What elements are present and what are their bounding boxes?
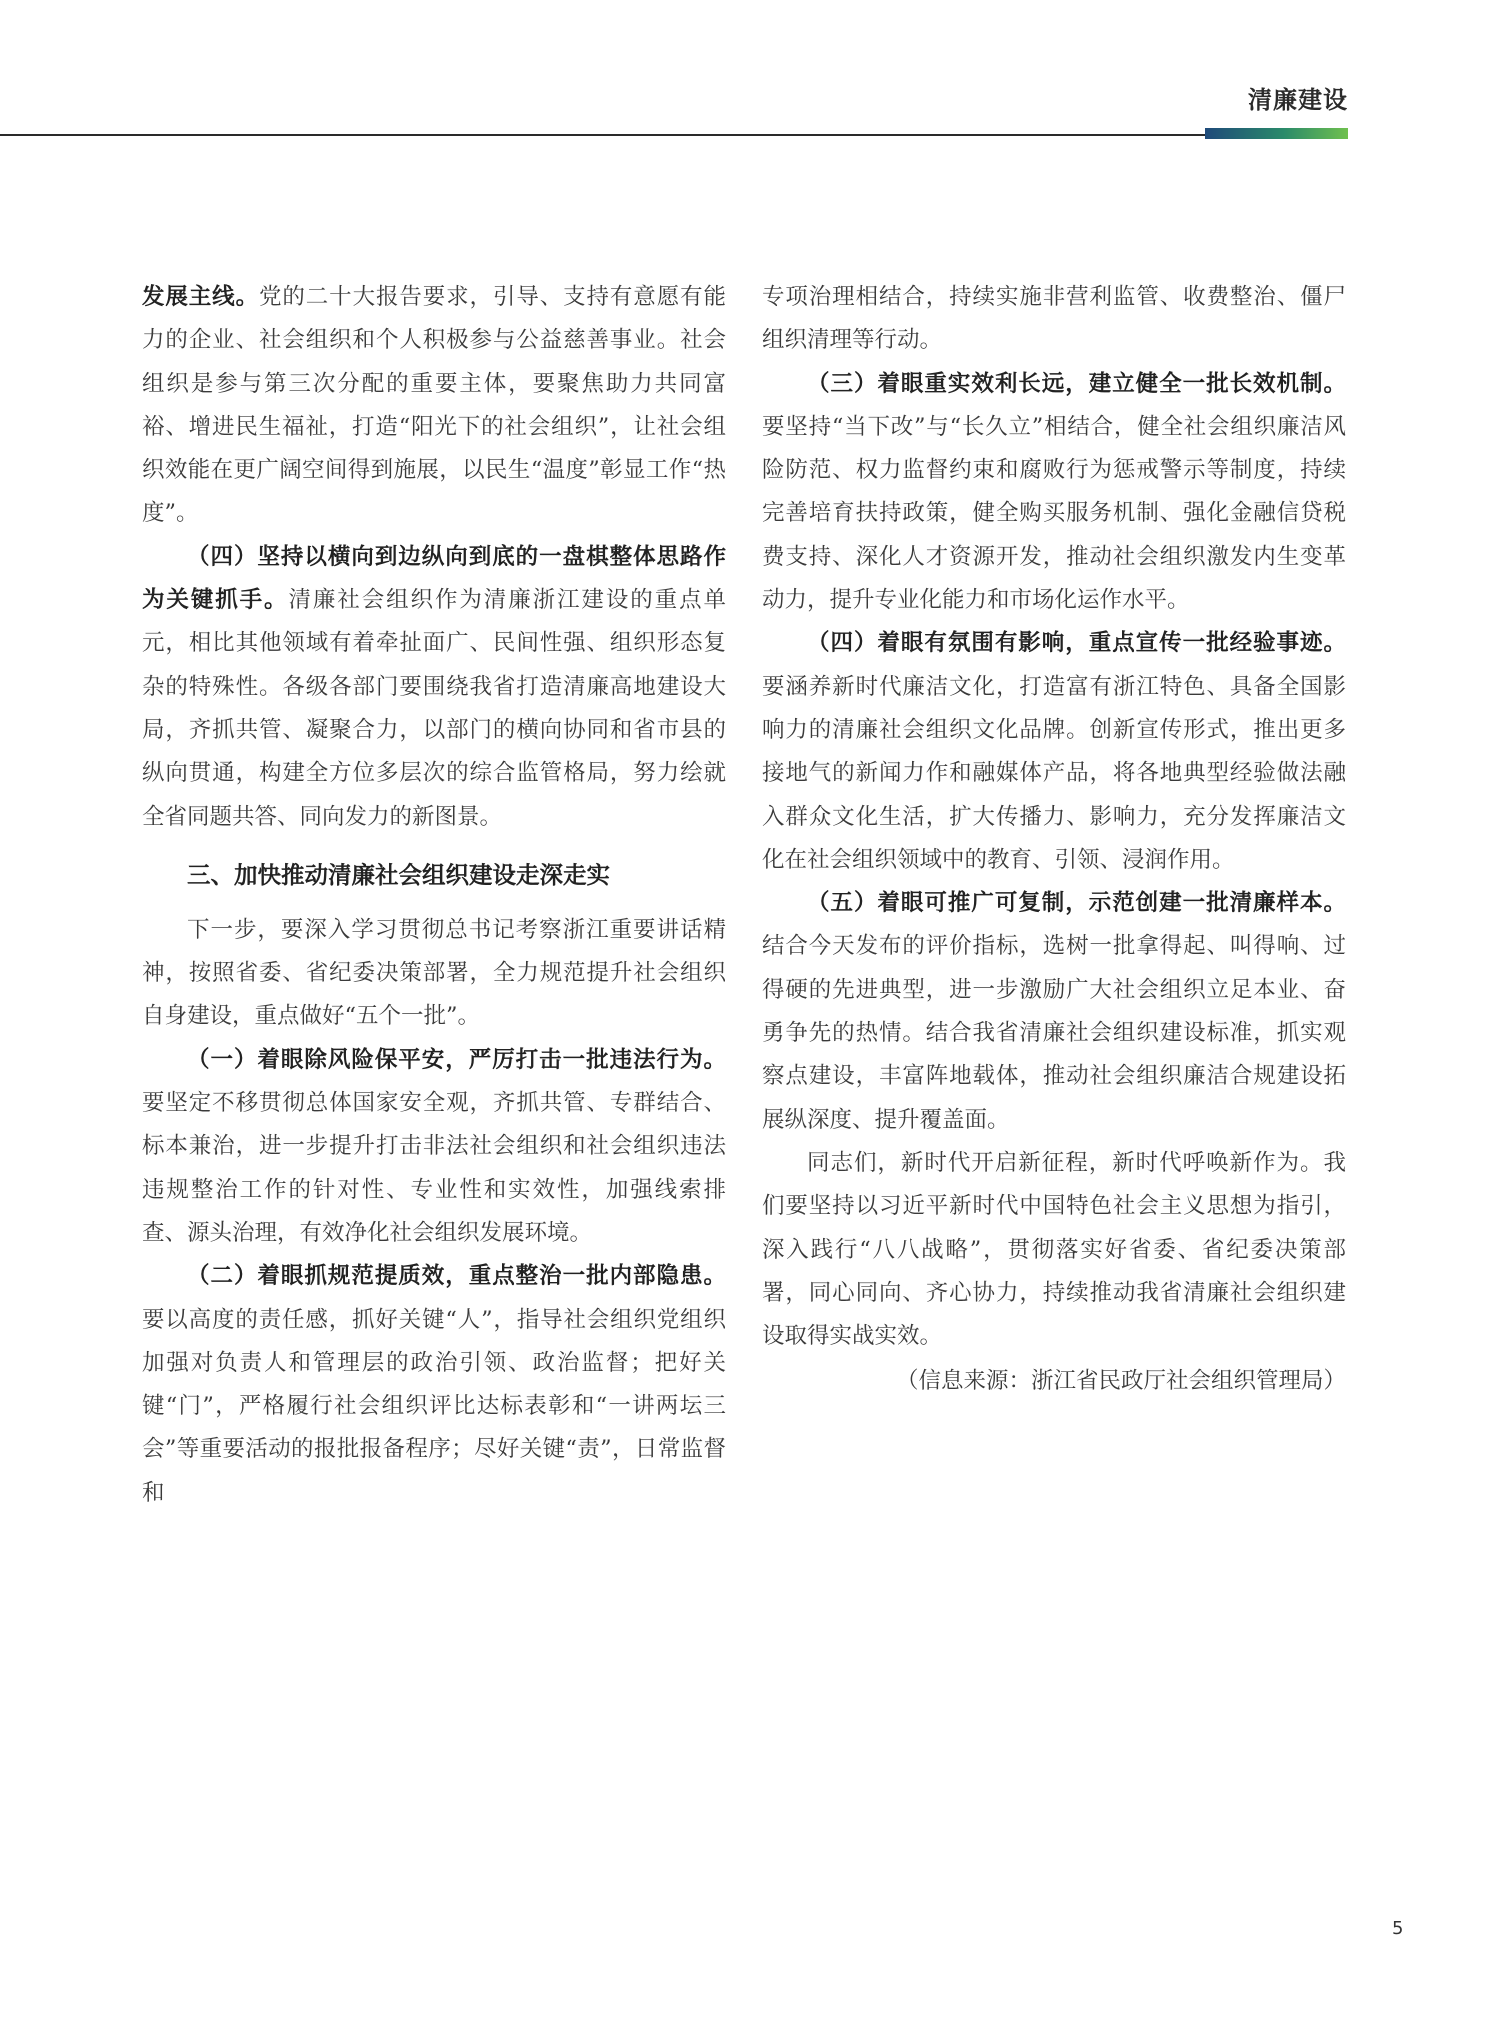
paragraph-lead: （五）着眼可推广可复制，示范创建一批清廉样本。 bbox=[807, 890, 1346, 917]
source-note: （信息来源：浙江省民政厅社会组织管理局） bbox=[895, 1368, 1346, 1395]
section-title: 清廉建设 bbox=[1248, 86, 1348, 114]
paragraph-lead: 发展主线。 bbox=[142, 284, 259, 310]
right-column bbox=[762, 276, 1346, 1404]
paragraph-body: 清廉社会组织作为清廉浙江建设的重点单元，相比其他领域有着牵扯面广、民间性强、组织形态复杂的特殊性。各级各部门要围绕我省打造清廉高地建设大局，齐抓共管、凝聚合力，以部门的横向协同和省市县的纵向贯通，构建全方位多层次的综合监管格局，努力绘就全省同题共答、同向发力的新图景。 bbox=[142, 587, 726, 830]
paragraph bbox=[142, 276, 726, 536]
paragraph bbox=[762, 882, 1346, 1142]
paragraph: 专项治理相结合，持续实施非营利监管、收费整治、僵尸组织清理等行动。 bbox=[762, 284, 1346, 354]
paragraph bbox=[142, 1039, 726, 1255]
paragraph-lead: （三）着眼重实效利长远，建立健全一批长效机制。 bbox=[807, 370, 1346, 397]
paragraph-body: 要坚持“当下改”与“长久立”相结合，健全社会组织廉洁风险防范、权力监督约束和腐败行为惩戒警示等制度，持续完善培育扶持政策，健全购买服务机制、强化金融信贷税费支持、深化人才资源开发，推动社会组织激发内生变革动力，提升专业化能力和市场化运作水平。 bbox=[762, 413, 1346, 614]
paragraph-body: 结合今天发布的评价指标，选树一批拿得起、叫得响、过得硬的先进典型，进一步激励广大社会组织立足本业、奋勇争先的热情。结合我省清廉社会组织建设标准，抓实观察点建设，丰富阵地载体，推动社会组织廉洁合规建设拓展纵深度、提升覆盖面。 bbox=[762, 933, 1346, 1133]
paragraph-body: 要坚定不移贯彻总体国家安全观，齐抓共管、专群结合、标本兼治，进一步提升打击非法社会组织和社会组织违法违规整治工作的针对性、专业性和实效性，加强线索排查、源头治理，有效净化社会组织发展环境。 bbox=[142, 1090, 726, 1246]
page-number: 5 bbox=[1392, 1918, 1404, 1939]
paragraph-lead: （四）着眼有氛围有影响，重点宣传一批经验事迹。 bbox=[807, 630, 1346, 657]
paragraph-body: 党的二十大报告要求，引导、支持有意愿有能力的企业、社会组织和个人积极参与公益慈善事业。社会组织是参与第三次分配的重要主体，要聚焦助力共同富裕、增进民生福祉，打造“阳光下的社会组织”，让社会组织效能在更广阔空间得到施展，以民生“温度”彰显工作“热度”。 bbox=[142, 284, 726, 527]
paragraph-lead: （二）着眼抓规范提质效，重点整治一批内部隐患。 bbox=[187, 1263, 726, 1290]
left-column bbox=[142, 276, 726, 1515]
header-accent-bar bbox=[1205, 128, 1348, 139]
paragraph-body: 要涵养新时代廉洁文化，打造富有浙江特色、具备全国影响力的清廉社会组织文化品牌。创新宣传形式，推出更多接地气的新闻力作和融媒体产品，将各地典型经验做法融入群众文化生活，扩大传播力、影响力，充分发挥廉洁文化在社会组织领域中的教育、引领、浸润作用。 bbox=[762, 673, 1346, 873]
paragraph-lead: （四）坚持以横向到边纵向到底的一盘棋整体思路作为关键抓手。 bbox=[142, 543, 726, 614]
paragraph: 同志们，新时代开启新征程，新时代呼唤新作为。我们要坚持以习近平新时代中国特色社会主义思想为指引，深入践行“八八战略”，贯彻落实好省委、省纪委决策部署，同心同向、齐心协力，持续推动我省清廉社会组织建设取得实战实效。 bbox=[762, 1149, 1346, 1350]
header-divider bbox=[0, 134, 1210, 136]
paragraph-lead: （一）着眼除风险保平安，严厉打击一批违法行为。 bbox=[187, 1046, 726, 1073]
paragraph bbox=[142, 1255, 726, 1515]
paragraph bbox=[142, 536, 726, 839]
paragraph bbox=[762, 363, 1346, 623]
paragraph: 下一步，要深入学习贯彻总书记考察浙江重要讲话精神，按照省委、省纪委决策部署，全力规范提升社会组织自身建设，重点做好“五个一批”。 bbox=[142, 916, 726, 1030]
section-heading: 三、加快推动清廉社会组织建设走深走实 bbox=[187, 860, 610, 889]
paragraph-body: 要以高度的责任感，抓好关键“人”，指导社会组织党组织加强对负责人和管理层的政治引领、政治监督；把好关键“门”，严格履行社会组织评比达标表彰和“一讲两坛三会”等重要活动的报批报备程序；尽好关键“责”，日常监督和 bbox=[142, 1306, 726, 1506]
paragraph bbox=[762, 622, 1346, 882]
